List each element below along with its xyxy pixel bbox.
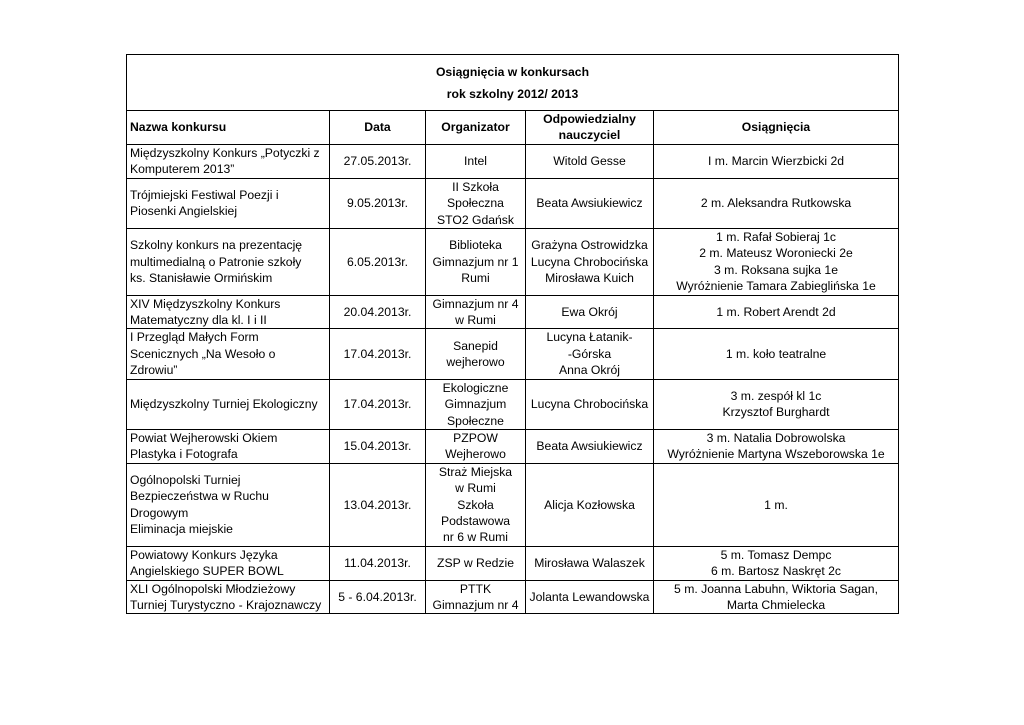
text-line: 3 m. Roksana sujka 1e — [714, 262, 838, 277]
table-row — [127, 429, 899, 463]
table-title — [127, 55, 899, 111]
text-line: 9.05.2013r. — [347, 196, 408, 211]
achievement-cell — [654, 329, 899, 379]
text-line: Wyróżnienie Martyna Wszeborowska 1e — [667, 447, 885, 462]
text-line: Sanepid — [453, 338, 498, 353]
text-line: 15.04.2013r. — [343, 439, 412, 454]
text-line: 17.04.2013r. — [343, 397, 412, 412]
teacher-cell — [526, 229, 654, 296]
competition-name-cell — [127, 429, 330, 463]
organizer-cell — [426, 329, 526, 379]
text-line: 6.05.2013r. — [347, 254, 408, 269]
organizer-cell — [426, 580, 526, 614]
text-line: Powiat Wejherowski Okiem — [130, 430, 278, 445]
teacher-cell — [526, 295, 654, 329]
organizer-cell — [426, 379, 526, 429]
text-line: w Rumi — [455, 313, 496, 328]
text-line: Bezpieczeństwa w Ruchu — [130, 489, 269, 504]
achievement-cell — [654, 295, 899, 329]
competition-name-cell — [127, 580, 330, 614]
text-line: Szkolny konkurs na prezentację — [130, 238, 303, 253]
text-line: Lucyna Chrobocińska — [530, 254, 649, 269]
text-line: 1 m. Robert Arendt 2d — [716, 304, 836, 319]
text-line: Mirosława Walaszek — [534, 555, 645, 570]
text-line: nr 6 w Rumi — [442, 530, 508, 545]
text-line: PTTK — [459, 581, 492, 596]
organizer-cell — [426, 463, 526, 546]
text-line: Intel — [463, 154, 488, 169]
date-cell — [330, 295, 426, 329]
text-line: Odpowiedzialny — [543, 112, 636, 126]
table-row — [127, 295, 899, 329]
text-line: 3 m. Natalia Dobrowolska — [706, 430, 846, 445]
table-row — [127, 546, 899, 580]
text-line: PZPOW — [453, 430, 498, 445]
teacher-cell — [526, 379, 654, 429]
text-line: I Przegląd Małych Form — [130, 330, 259, 345]
text-line: I m. Marcin Wierzbicki 2d — [707, 154, 845, 169]
header-date — [330, 111, 426, 145]
organizer-cell — [426, 546, 526, 580]
title-line-1: Osiągnięcia w konkursach — [435, 64, 590, 79]
achievement-cell — [654, 229, 899, 296]
achievements-table — [126, 54, 899, 614]
text-line: wejherowo — [446, 355, 505, 370]
teacher-cell — [526, 463, 654, 546]
text-line: Beata Awsiukiewicz — [536, 439, 643, 454]
title-row — [127, 55, 899, 111]
date-cell — [330, 463, 426, 546]
text-line: Data — [364, 120, 391, 135]
text-line: 1 m. koło teatralne — [725, 346, 827, 361]
text-line: Alicja Kozłowska — [544, 497, 635, 512]
text-line: Jolanta Lewandowska — [529, 589, 650, 604]
text-line: 5 m. Tomasz Dempc — [720, 547, 832, 562]
date-cell — [330, 144, 426, 178]
achievement-cell — [654, 546, 899, 580]
table-row — [127, 178, 899, 228]
organizer-cell — [426, 229, 526, 296]
text-line: 1 m. Rafał Sobieraj 1c — [716, 230, 836, 245]
text-line: Powiatowy Konkurs Języka — [130, 547, 278, 562]
text-line: Mirosława Kuich — [545, 271, 634, 286]
text-line: Grażyna Ostrowidzka — [531, 238, 648, 253]
text-line: 6 m. Bartosz Naskręt 2c — [710, 564, 842, 579]
competition-name-cell — [127, 144, 330, 178]
header-teacher — [526, 111, 654, 145]
title-line-2: rok szkolny 2012/ 2013 — [446, 86, 579, 101]
table-row — [127, 229, 899, 296]
date-cell — [330, 429, 426, 463]
text-line: Podstawowa — [440, 513, 511, 528]
organizer-cell — [426, 295, 526, 329]
text-line: Witold Gesse — [553, 154, 626, 169]
text-line: II Szkoła — [452, 179, 499, 194]
achievement-cell — [654, 429, 899, 463]
text-line: Anna Okrój — [559, 363, 620, 378]
competition-name-cell — [127, 379, 330, 429]
text-line: Międzyszkolny Konkurs „Potyczki z — [130, 145, 320, 160]
teacher-cell — [526, 429, 654, 463]
text-line: Rumi — [461, 271, 490, 286]
text-line: Gimnazjum nr 4 — [432, 296, 519, 311]
competition-name-cell — [127, 295, 330, 329]
text-line: Zdrowiu” — [130, 363, 178, 378]
date-cell — [330, 229, 426, 296]
text-line: 5 m. Joanna Labuhn, Wiktoria Sagan, — [674, 581, 878, 596]
competition-name-cell — [127, 463, 330, 546]
header-name — [127, 111, 330, 145]
date-cell — [330, 329, 426, 379]
text-line: Biblioteka — [449, 238, 502, 253]
text-line: Nazwa konkursu — [130, 120, 227, 135]
text-line: ks. Stanisławie Ormińskim — [130, 271, 273, 286]
competition-name-cell — [127, 546, 330, 580]
text-line: 3 m. zespół kl 1c — [730, 388, 822, 403]
text-line: Lucyna Łatanik- — [546, 330, 633, 345]
header-row — [127, 111, 899, 145]
text-line: Trójmiejski Festiwal Poezji i — [130, 188, 279, 203]
text-line: Osiągnięcia — [741, 120, 811, 135]
text-line: Eliminacja miejskie — [130, 522, 233, 537]
text-line: Wejherowo — [445, 447, 506, 462]
achievement-cell — [654, 463, 899, 546]
text-line: Krzysztof Burghardt — [722, 405, 830, 420]
date-cell — [330, 546, 426, 580]
table-row — [127, 144, 899, 178]
achievement-cell — [654, 379, 899, 429]
text-line: 13.04.2013r. — [343, 497, 412, 512]
text-line: Beata Awsiukiewicz — [536, 196, 643, 211]
header-achievement — [654, 111, 899, 145]
organizer-cell — [426, 144, 526, 178]
teacher-cell — [526, 144, 654, 178]
text-line: 1 m. — [764, 497, 788, 512]
text-line: XLI Ogólnopolski Młodzieżowy — [130, 581, 296, 596]
text-line: Komputerem 2013” — [130, 162, 235, 177]
text-line: nauczyciel — [558, 128, 621, 143]
text-line: Ekologiczne — [442, 380, 509, 395]
text-line: Gimnazjum — [444, 397, 507, 412]
text-line: 2 m. Mateusz Woroniecki 2e — [699, 246, 853, 261]
table-row — [127, 463, 899, 546]
teacher-cell — [526, 178, 654, 228]
achievement-cell — [654, 178, 899, 228]
achievement-cell — [654, 144, 899, 178]
text-line: Wyróżnienie Tamara Zabieglińska 1e — [676, 279, 876, 294]
text-line: Międzyszkolny Turniej Ekologiczny — [130, 397, 318, 412]
text-line: Ewa Okrój — [561, 304, 618, 319]
text-line: Scenicznych „Na Wesoło o — [130, 346, 276, 361]
text-line: 5 - 6.04.2013r. — [338, 589, 417, 604]
text-line: Turniej Turystyczno - Krajoznawczy — [130, 597, 322, 612]
teacher-cell — [526, 329, 654, 379]
date-cell — [330, 178, 426, 228]
organizer-cell — [426, 178, 526, 228]
text-line: Szkoła — [457, 497, 494, 512]
text-line: XIV Międzyszkolny Konkurs — [130, 296, 281, 311]
text-line: Angielskiego SUPER BOWL — [130, 564, 284, 579]
table-row — [127, 580, 899, 614]
text-line: Matematyczny dla kl. I i II — [130, 313, 267, 328]
text-line: 27.05.2013r. — [343, 154, 412, 169]
table-row — [127, 379, 899, 429]
text-line: ZSP w Redzie — [437, 555, 514, 570]
competition-name-cell — [127, 329, 330, 379]
text-line: Gimnazjum nr 1 — [432, 254, 519, 269]
achievement-cell — [654, 580, 899, 614]
text-line: Plastyka i Fotografa — [130, 447, 238, 462]
text-line: 2 m. Aleksandra Rutkowska — [700, 196, 852, 211]
text-line: Straż Miejska — [438, 464, 513, 479]
text-line: w Rumi — [455, 481, 496, 496]
text-line: STO2 Gdańsk — [437, 212, 514, 227]
text-line: multimedialną o Patronie szkoły — [130, 254, 302, 269]
organizer-cell — [426, 429, 526, 463]
date-cell — [330, 379, 426, 429]
text-line: Organizator — [441, 120, 510, 135]
teacher-cell — [526, 546, 654, 580]
text-line: 20.04.2013r. — [343, 304, 412, 319]
text-line: Gimnazjum nr 4 — [432, 597, 519, 612]
text-line: -Górska — [567, 346, 612, 361]
competition-name-cell — [127, 229, 330, 296]
text-line: Piosenki Angielskiej — [130, 204, 238, 219]
date-cell — [330, 580, 426, 614]
text-line: 11.04.2013r. — [344, 555, 411, 570]
header-organizer — [426, 111, 526, 145]
text-line: Społeczne — [447, 413, 504, 428]
competition-name-cell — [127, 178, 330, 228]
text-line: 17.04.2013r. — [343, 346, 412, 361]
text-line: Drogowym — [130, 505, 189, 520]
text-line: Społeczna — [447, 196, 504, 211]
text-line: Marta Chmielecka — [726, 597, 826, 612]
text-line: Ogólnopolski Turniej — [130, 472, 241, 487]
table-row — [127, 329, 899, 379]
teacher-cell — [526, 580, 654, 614]
text-line: Lucyna Chrobocińska — [530, 397, 649, 412]
